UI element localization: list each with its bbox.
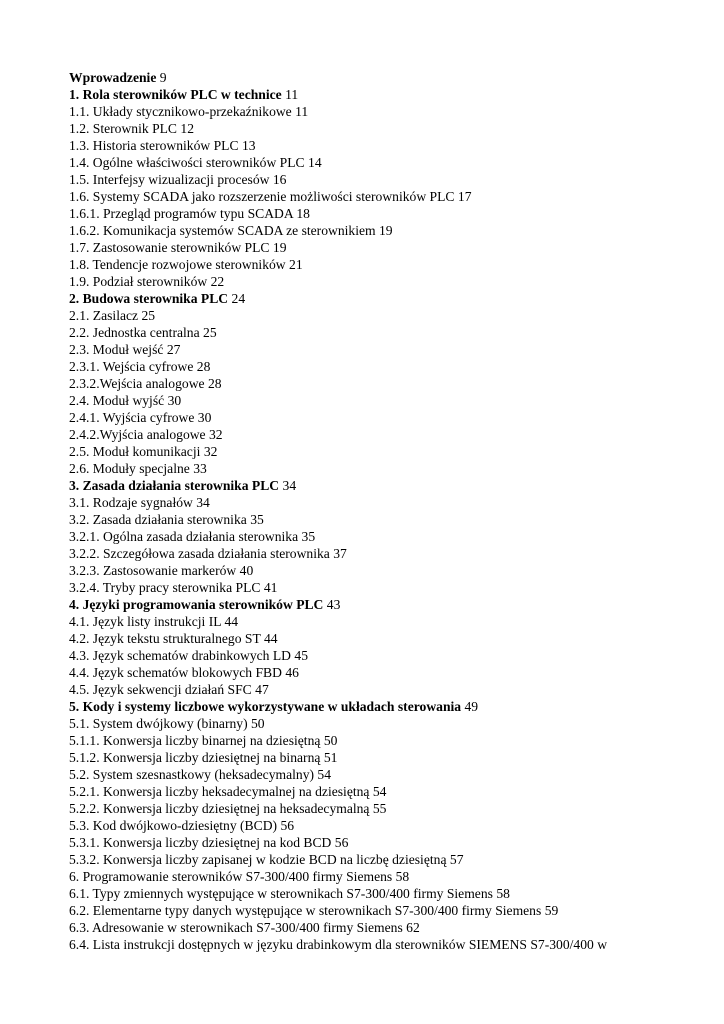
toc-entry-title: 2.2. Jednostka centralna — [69, 325, 200, 340]
toc-entry-title: 6.3. Adresowanie w sterownikach S7-300/400 firmy Siemens — [69, 920, 403, 935]
toc-entry — [69, 715, 709, 732]
toc-entry-title: 3.2. Zasada działania sterownika — [69, 512, 247, 527]
toc-entry-page-number: 54 — [372, 784, 387, 799]
toc-entry-page-number: 13 — [241, 138, 256, 153]
toc-entry — [69, 273, 709, 290]
toc-entry-page-number: 34 — [196, 495, 210, 510]
toc-entry-title: 5.1.2. Konwersja liczby dziesiętnej na binarną — [69, 750, 321, 765]
toc-entry-page-number: 27 — [166, 342, 181, 357]
toc-entry-title: 1.5. Interfejsy wizualizacji procesów — [69, 172, 270, 187]
toc-entry-title: 1.6.2. Komunikacja systemów SCADA ze sterownikiem — [69, 223, 376, 238]
toc-entry-page-number: 28 — [207, 376, 222, 391]
toc-entry-page-number: 33 — [193, 461, 207, 476]
toc-entry-page-number: 45 — [294, 648, 308, 663]
toc-entry-title: 1. Rola sterowników PLC w technice — [69, 87, 282, 102]
toc-entry — [69, 460, 709, 477]
toc-entry-title: 1.1. Układy stycznikowo-przekaźnikowe — [69, 104, 292, 119]
toc-entry-title: 5.3. Kod dwójkowo-dziesiętny (BCD) — [69, 818, 278, 833]
toc-entry-title: 4.2. Język tekstu strukturalnego ST — [69, 631, 261, 646]
toc-entry — [69, 766, 709, 783]
toc-entry-page-number: 28 — [196, 359, 211, 374]
toc-entry — [69, 222, 709, 239]
toc-entry-page-number: 32 — [209, 427, 223, 442]
toc-entry — [69, 919, 709, 936]
toc-entry-title: 3.2.3. Zastosowanie markerów — [69, 563, 237, 578]
toc-entry — [69, 324, 709, 341]
toc-entry — [69, 749, 709, 766]
toc-entry — [69, 885, 709, 902]
toc-entry-title: 5.3.2. Konwersja liczby zapisanej w kodzie BCD na liczbę dziesiętną — [69, 852, 447, 867]
toc-entry-title: 1.6. Systemy SCADA jako rozszerzenie możliwości sterowników PLC — [69, 189, 455, 204]
toc-entry-page-number: 35 — [250, 512, 264, 527]
toc-entry-title: 4.3. Język schematów drabinkowych LD — [69, 648, 291, 663]
toc-entry — [69, 528, 709, 545]
toc-entry-page-number: 50 — [323, 733, 338, 748]
toc-entry-title: 2.4.1. Wyjścia cyfrowe — [69, 410, 195, 425]
toc-entry-title: 1.3. Historia sterowników PLC — [69, 138, 239, 153]
toc-entry-page-number: 58 — [395, 869, 410, 884]
toc-entry-page-number: 37 — [333, 546, 347, 561]
toc-entry-title: 1.9. Podział sterowników — [69, 274, 208, 289]
toc-entry-title: 2. Budowa sterownika PLC — [69, 291, 229, 306]
toc-entry-page-number: 57 — [449, 852, 464, 867]
toc-entry-page-number: 24 — [231, 291, 246, 306]
toc-entry — [69, 562, 709, 579]
toc-entry-title: 2.3.1. Wejścia cyfrowe — [69, 359, 194, 374]
toc-entry-page-number: 56 — [334, 835, 349, 850]
toc-entry-title: 5.2.1. Konwersja liczby heksadecymalnej na dziesiętną — [69, 784, 370, 799]
toc-entry-page-number: 25 — [203, 325, 217, 340]
toc-entry-page-number: 19 — [378, 223, 393, 238]
toc-entry — [69, 86, 709, 103]
toc-entry-page-number: 55 — [372, 801, 387, 816]
toc-entry-page-number: 51 — [323, 750, 338, 765]
toc-entry — [69, 307, 709, 324]
toc-entry-title: 4.4. Język schematów blokowych FBD — [69, 665, 282, 680]
toc-entry-page-number: 50 — [251, 716, 265, 731]
toc-entry-title: 2.6. Moduły specjalne — [69, 461, 190, 476]
toc-entry-title: 1.4. Ogólne właściwości sterowników PLC — [69, 155, 305, 170]
toc-entry-page-number: 44 — [224, 614, 239, 629]
toc-entry — [69, 868, 709, 885]
toc-entry — [69, 698, 709, 715]
toc-entry-page-number: 41 — [263, 580, 278, 595]
toc-entry-title: 3.1. Rodzaje sygnałów — [69, 495, 193, 510]
toc-entry-title: 1.8. Tendencje rozwojowe sterowników — [69, 257, 286, 272]
toc-entry-page-number: 16 — [272, 172, 287, 187]
toc-entry — [69, 409, 709, 426]
toc-entry-title: 2.5. Moduł komunikacji — [69, 444, 201, 459]
toc-entry-title: 6.1. Typy zmiennych występujące w sterownikach S7-300/400 firmy Siemens — [69, 886, 493, 901]
toc-entry — [69, 936, 709, 953]
toc-entry-title: 3.2.4. Tryby pracy sterownika PLC — [69, 580, 261, 595]
toc-entry-title: 5.2. System szesnastkowy (heksadecymalny) — [69, 767, 315, 782]
toc-entry-title: 2.4.2.Wyjścia analogowe — [69, 427, 206, 442]
toc-entry-page-number: 34 — [282, 478, 297, 493]
toc-entry — [69, 443, 709, 460]
toc-entry-page-number: 49 — [464, 699, 479, 714]
toc-entry-page-number: 32 — [203, 444, 218, 459]
toc-entry — [69, 69, 709, 86]
toc-entry-page-number: 19 — [272, 240, 287, 255]
toc-entry-page-number: 9 — [159, 70, 167, 85]
toc-entry-title: 1.7. Zastosowanie sterowników PLC — [69, 240, 270, 255]
toc-entry-page-number: 40 — [239, 563, 254, 578]
toc-entry-title: 6. Programowanie sterowników S7-300/400 firmy Siemens — [69, 869, 393, 884]
toc-entry — [69, 103, 709, 120]
toc-entry-title: 4.1. Język listy instrukcji IL — [69, 614, 222, 629]
toc-entry-page-number: 30 — [197, 410, 212, 425]
toc-entry-page-number: 21 — [289, 257, 303, 272]
toc-entry — [69, 290, 709, 307]
toc-entry — [69, 392, 709, 409]
toc-entry — [69, 664, 709, 681]
toc-entry-title: 3. Zasada działania sterownika PLC — [69, 478, 280, 493]
toc-entry-page-number: 35 — [301, 529, 316, 544]
toc-entry-page-number: 11 — [285, 87, 299, 102]
toc-entry — [69, 511, 709, 528]
toc-entry-title: 5.1.1. Konwersja liczby binarnej na dziesiętną — [69, 733, 321, 748]
toc-entry — [69, 800, 709, 817]
toc-entry-title: 5.3.1. Konwersja liczby dziesiętnej na kod BCD — [69, 835, 332, 850]
toc-entry — [69, 613, 709, 630]
toc-entry — [69, 545, 709, 562]
toc-entry-title: 2.3. Moduł wejść — [69, 342, 164, 357]
table-of-contents — [69, 69, 709, 953]
toc-entry — [69, 681, 709, 698]
toc-entry-page-number: 58 — [496, 886, 510, 901]
toc-entry-title: 1.2. Sterownik PLC — [69, 121, 177, 136]
toc-entry — [69, 834, 709, 851]
toc-entry-page-number: 14 — [308, 155, 322, 170]
toc-entry-page-number: 62 — [406, 920, 420, 935]
toc-entry-page-number: 22 — [210, 274, 225, 289]
toc-entry-title: 3.2.1. Ogólna zasada działania sterownika — [69, 529, 299, 544]
toc-entry-page-number: 59 — [544, 903, 559, 918]
toc-entry — [69, 494, 709, 511]
toc-entry — [69, 375, 709, 392]
toc-entry — [69, 477, 709, 494]
toc-entry-page-number: 25 — [141, 308, 156, 323]
toc-entry-title: 4. Języki programowania sterowników PLC — [69, 597, 324, 612]
toc-entry — [69, 341, 709, 358]
toc-entry — [69, 188, 709, 205]
toc-entry-page-number: 30 — [167, 393, 182, 408]
toc-entry — [69, 579, 709, 596]
toc-entry — [69, 647, 709, 664]
toc-entry — [69, 817, 709, 834]
toc-entry — [69, 137, 709, 154]
toc-entry-page-number: 54 — [317, 767, 332, 782]
toc-entry — [69, 596, 709, 613]
toc-entry-page-number: 43 — [326, 597, 341, 612]
toc-entry-title: 5.2.2. Konwersja liczby dziesiętnej na heksadecymalną — [69, 801, 370, 816]
toc-entry-page-number: 11 — [295, 104, 309, 119]
toc-entry-page-number: 17 — [457, 189, 472, 204]
toc-entry-page-number: 18 — [296, 206, 310, 221]
toc-entry-page-number: 44 — [263, 631, 278, 646]
toc-entry-title: 4.5. Język sekwencji działań SFC — [69, 682, 252, 697]
toc-entry — [69, 171, 709, 188]
toc-entry-page-number: 12 — [180, 121, 194, 136]
toc-entry — [69, 358, 709, 375]
toc-entry-page-number: 47 — [255, 682, 269, 697]
toc-entry — [69, 256, 709, 273]
toc-entry-title: 5.1. System dwójkowy (binarny) — [69, 716, 248, 731]
toc-entry-title: 1.6.1. Przegląd programów typu SCADA — [69, 206, 293, 221]
toc-entry-title: 5. Kody i systemy liczbowe wykorzystywane w układach sterowania — [69, 699, 462, 714]
toc-entry-page-number: 46 — [285, 665, 299, 680]
toc-entry-title: 2.3.2.Wejścia analogowe — [69, 376, 205, 391]
toc-entry — [69, 851, 709, 868]
toc-entry-title: 2.1. Zasilacz — [69, 308, 139, 323]
toc-entry-title: 6.2. Elementarne typy danych występujące w sterownikach S7-300/400 firmy Siemens — [69, 903, 542, 918]
toc-entry — [69, 426, 709, 443]
toc-entry-title: Wprowadzenie — [69, 70, 157, 85]
toc-entry — [69, 783, 709, 800]
toc-entry-title: 6.4. Lista instrukcji dostępnych w języku drabinkowym dla sterowników SIEMENS S7-300/400 w — [69, 937, 608, 952]
toc-entry — [69, 239, 709, 256]
toc-entry — [69, 630, 709, 647]
toc-entry-title: 2.4. Moduł wyjść — [69, 393, 165, 408]
toc-entry-title: 3.2.2. Szczegółowa zasada działania sterownika — [69, 546, 330, 561]
toc-entry — [69, 120, 709, 137]
toc-entry — [69, 154, 709, 171]
toc-entry-page-number: 56 — [280, 818, 295, 833]
toc-entry — [69, 902, 709, 919]
toc-entry — [69, 205, 709, 222]
toc-entry — [69, 732, 709, 749]
